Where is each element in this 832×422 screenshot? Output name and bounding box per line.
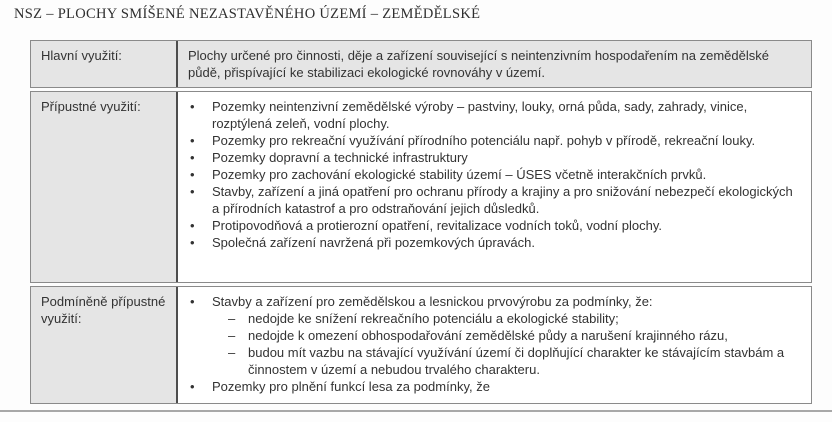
bullet-marker: • bbox=[190, 167, 195, 182]
row-label-main-use: Hlavní využití: bbox=[31, 41, 178, 87]
list-item-text: Stavby, zařízení a jiná opatření pro ochranu přírody a krajiny a pro snižování nebezpečí ekologických a přírodních katastrof a pro odstraňování jejich důsledků. bbox=[212, 184, 793, 216]
list-item bbox=[188, 132, 795, 149]
list-item bbox=[188, 234, 795, 251]
bullet-marker: • bbox=[190, 235, 195, 250]
list-item-text: Pozemky pro rekreační využívání přírodního potenciálu např. pohyb v přírodě, rekreační louky. bbox=[212, 133, 756, 148]
list-item bbox=[188, 217, 795, 234]
list-item-text: Protipovodňová a protierozní opatření, revitalizace vodních toků, vodní plochy. bbox=[212, 218, 662, 233]
bullet-marker: • bbox=[190, 184, 195, 199]
dash-marker: – bbox=[228, 345, 236, 360]
bullet-marker: • bbox=[190, 133, 195, 148]
list-item bbox=[188, 293, 795, 310]
list-item bbox=[188, 98, 795, 132]
row-body-conditional-use bbox=[178, 287, 811, 403]
dash-marker: – bbox=[228, 328, 236, 343]
sub-list-item bbox=[228, 344, 795, 378]
table-row-main-use bbox=[30, 40, 812, 88]
sub-list-item-text: nedojde k omezení obhospodařování zemědělské půdy a narušení krajinného rázu, bbox=[248, 328, 728, 343]
bullet-marker: • bbox=[190, 218, 195, 233]
sub-list-item bbox=[228, 310, 795, 327]
sub-list-item-text: nedojde ke snížení rekreačního potenciálu a ekologické stability; bbox=[248, 311, 619, 326]
table-row-conditional-use bbox=[30, 286, 812, 404]
dash-marker: – bbox=[228, 311, 236, 326]
list-item bbox=[188, 149, 795, 166]
bullet-marker: • bbox=[190, 99, 195, 114]
list-item bbox=[188, 183, 795, 217]
row-label-permitted-use: Přípustné využití: bbox=[31, 92, 178, 282]
bottom-rule bbox=[0, 410, 832, 412]
row-body-main-use: Plochy určené pro činnosti, děje a zařízení související s neintenzivním hospodařením na zemědělské půdě, přispívající ke stabilizaci ekologické rovnováhy v území. bbox=[178, 41, 811, 87]
row-label-conditional-use: Podmíněně přípustné využití: bbox=[31, 287, 178, 403]
list-item-text: Pozemky pro zachování ekologické stability území – ÚSES včetně interakčních prvků. bbox=[212, 167, 707, 182]
list-item bbox=[188, 166, 795, 183]
sub-list-item bbox=[228, 327, 795, 344]
sub-list-item-text: budou mít vazbu na stávající využívání území či doplňující charakter ke stávajícím stavbám a činnostem v území a nebudou trvalého charakteru. bbox=[248, 345, 785, 377]
list-item-text: Pozemky pro plnění funkcí lesa za podmínky, že bbox=[212, 379, 490, 394]
bullet-marker: • bbox=[190, 294, 195, 309]
bullet-marker: • bbox=[190, 150, 195, 165]
row-body-permitted-use bbox=[178, 92, 811, 282]
table-row-permitted-use bbox=[30, 91, 812, 283]
list-item-text: Pozemky dopravní a technické infrastruktury bbox=[212, 150, 468, 165]
list-item-text: Pozemky neintenzivní zemědělské výroby – pastviny, louky, orná půda, sady, zahrady, vinice, rozptýlená zeleň, vodní plochy. bbox=[212, 99, 748, 131]
list-item bbox=[188, 378, 795, 395]
list-item-text: Společná zařízení navržená při pozemkových úpravách. bbox=[212, 235, 536, 250]
page-title: NSZ – PLOCHY SMÍŠENÉ NEZASTAVĚNÉHO ÚZEMÍ – ZEMĚDĚLSKÉ bbox=[14, 6, 481, 22]
bullet-marker: • bbox=[190, 379, 195, 394]
list-item-text: Stavby a zařízení pro zemědělskou a lesnickou prvovýrobu za podmínky, že: bbox=[212, 294, 653, 309]
land-use-table bbox=[30, 40, 812, 404]
